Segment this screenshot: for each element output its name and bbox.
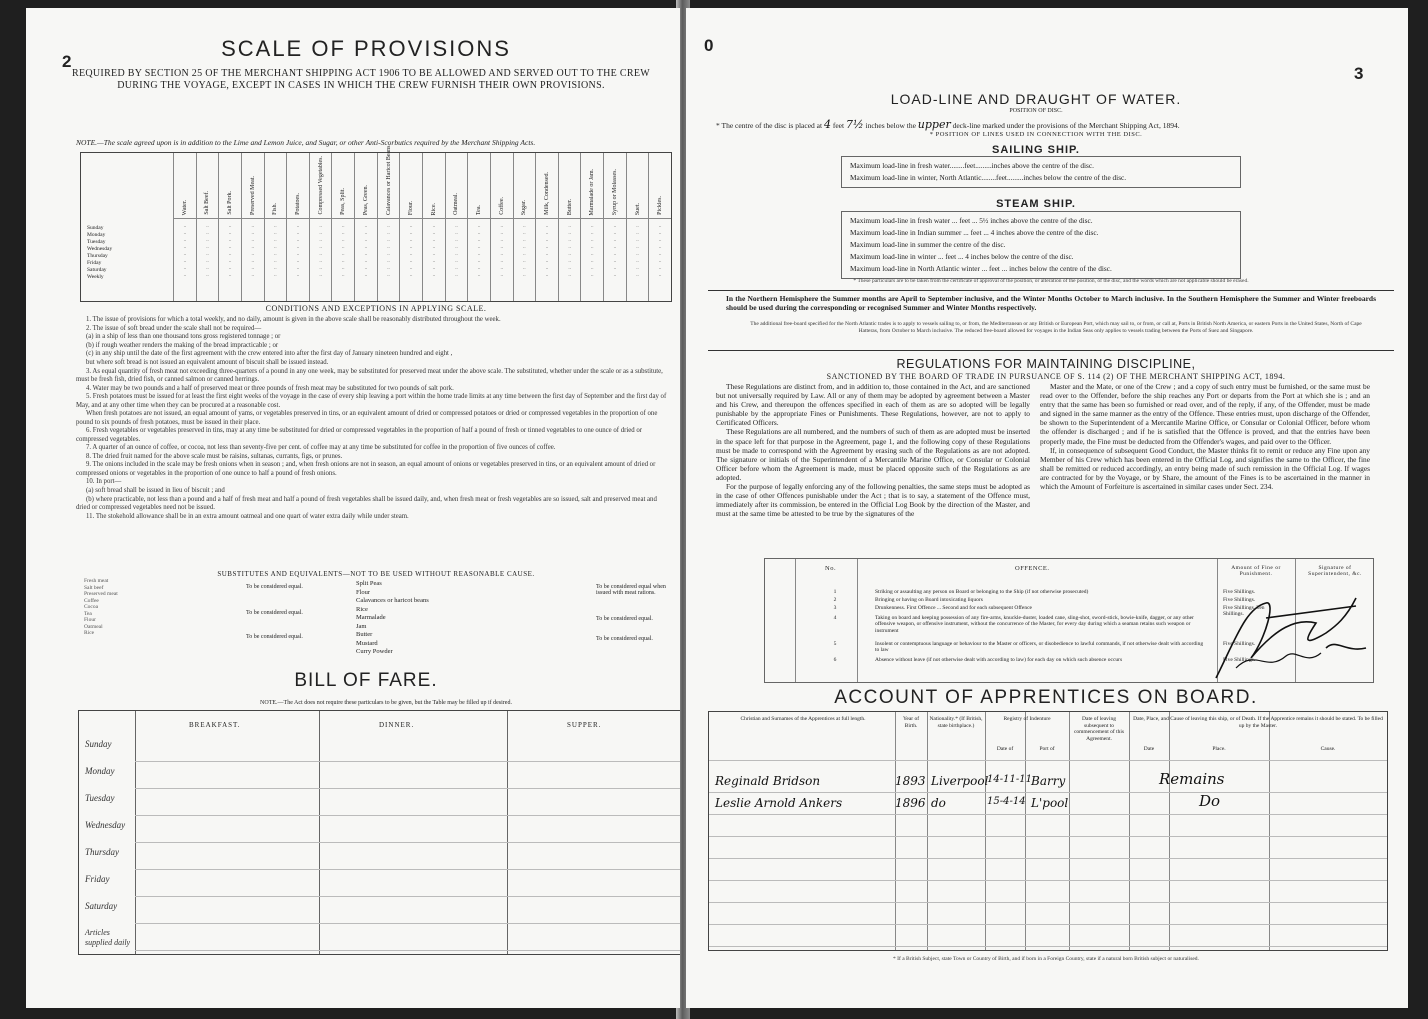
substitutes-title: SUBSTITUTES AND EQUIVALENTS—NOT TO BE USED WITHOUT REASONABLE CAUSE. <box>217 570 535 578</box>
page-mark: 0 <box>704 36 714 55</box>
provision-column-cells: .. .. .. .. .. .. .. .. <box>274 224 277 278</box>
substitute-item: Butter <box>356 631 373 638</box>
bof-day-label: Sunday <box>85 739 112 749</box>
offence-number: 1 <box>833 589 837 595</box>
app-divider <box>895 712 896 950</box>
app-header-name: Christian and Surnames of the Apprentices at full length. <box>740 716 866 722</box>
scale-note: NOTE.—The scale agreed upon is in addition to the Lime and Lemon Juice, and Sugar, or other Anti-Scorbutics required by the Merchant Shipping Acts. <box>76 138 536 147</box>
provision-column-label: Flour. <box>408 200 415 215</box>
bof-row-rule <box>135 815 680 816</box>
provision-column-cells: .. .. .. .. .. .. .. .. <box>636 224 639 278</box>
sailing-ship-heading: SAILING SHIP. <box>992 144 1080 156</box>
centre-inches-label: inches below the <box>865 121 916 130</box>
provision-column-cells: .. .. .. .. .. .. .. .. <box>523 224 526 278</box>
sailing-line-winter: Maximum load-line in winter, North Atlantic........feet.........inches below the centre of the disc. <box>850 173 1127 182</box>
app-row-rule <box>709 792 1387 793</box>
condition-item: (b) where practicable, not less than a pound and a half of fresh meat and half a pound of fresh vegetables shall be issued daily, and, when fresh meat or fresh vegetables are so issued, salt and preserved meat and dried or compressed vegetables need not be issued. <box>76 495 657 511</box>
provision-column-cells: .. .. .. .. .. .. .. .. <box>319 224 322 278</box>
substitute-item: Mustard <box>356 639 378 647</box>
provision-column-label: Fish. <box>272 203 279 215</box>
bof-day-label: Tuesday <box>85 793 115 803</box>
provision-column-header <box>491 153 513 219</box>
provision-column-cells: .. .. .. .. .. .. .. .. <box>613 224 617 278</box>
offence-number: 6 <box>833 657 837 663</box>
provision-column <box>422 153 445 301</box>
provision-day-label: Saturday <box>87 267 107 273</box>
provision-column-header <box>649 153 671 219</box>
condition-item: 9. The onions included in the scale may be fresh onions when in season ; and, when fresh onions are not in season, an equal amount of onions or vegetables preserved in tins, or an equivalent amount of dried or compressed onions or vegetables in the proportion of one ounce to half a pound of fresh onions. <box>76 461 656 477</box>
offence-fine: Five Shillings. <box>1223 589 1256 595</box>
considered-equal-note-5: To be considered equal. <box>596 636 653 642</box>
provision-column <box>399 153 422 301</box>
provision-column-label: Calavances or Haricot Beans. <box>385 144 392 215</box>
app-header-year: Year of Birth. <box>902 716 920 729</box>
apprentice-indenture-port: L'pool <box>1031 796 1069 810</box>
bof-day-label: Thursday <box>85 847 120 857</box>
condition-item: 5. Fresh potatoes must be issued for at least the first eight weeks of the voyage in the case of every ship leaving a port within the home trade limits at any time between the first day of September and the first day of May, and at any other time when they can be procured at a reasonable cost. <box>76 393 667 409</box>
condition-item: (c) in any ship until the date of the first agreement with the crew entered into after the first day of January nineteen hundred and eight , <box>86 350 453 358</box>
app-header-leaving: Date of leaving subsequent to commencement of this Agreement. <box>1073 716 1125 742</box>
substitute-left-item: Salt beef <box>84 584 104 591</box>
provision-column-label: Coffee. <box>498 197 505 215</box>
app-row-rule <box>709 880 1387 881</box>
offence-fine: Five Shillings. <box>1223 597 1256 603</box>
bof-day-label: Monday <box>85 766 115 776</box>
steam-line-winter: Maximum load-line in winter ... feet ... 4 inches below the centre of the disc. <box>850 252 1074 261</box>
regulation-paragraph: For the purpose of legally enforcing any of the following penalties, the same steps must be adopted as in the case of other Offences punishable under the Act ; that is to say, a statement of the Offence must, immediately after its commission, be entered in the Official Log Book by the direction of the Master, and must at the same time be attested to be true by the signatures of the <box>716 482 1030 519</box>
bof-row-rule <box>135 923 680 924</box>
condition-item: 7. A quarter of an ounce of coffee, or cocoa, not less than seventy-five per cent. of coffee may at any time be substituted for coffee in the proportion of five ounces of coffee. <box>86 444 556 452</box>
steam-line-summer: Maximum load-line in summer the centre of the disc. <box>850 240 1006 249</box>
condition-item: but where soft bread is not issued an equivalent amount of biscuit shall be issued instead. <box>86 358 329 366</box>
substitute-left-item: Fresh meat <box>84 578 109 584</box>
provision-column-label: Milk, Condensed. <box>543 172 550 215</box>
bof-row-rule <box>135 896 680 897</box>
apprentice-year: 1896 <box>895 796 926 810</box>
app-header-rule <box>709 760 1387 761</box>
condition-item: (a) in a ship of less than one thousand tons gross registered tonnage ; or <box>86 333 281 341</box>
provision-column-label: Preserved Meat. <box>249 176 256 215</box>
provision-column <box>196 153 219 301</box>
condition-item: 1. The issue of provisions for which a total weekly, and no daily, amount is given in the above scale shall be reasonably distributed throughout the week. <box>86 316 501 323</box>
provision-column-cells: .. .. .. .. .. .. .. .. <box>432 224 436 278</box>
provision-column-cells: .. .. .. .. .. .. .. .. <box>228 224 232 278</box>
condition-item: 6. Fresh vegetables or vegetables preserved in tins, may at any time be substituted for dried or compressed vegetables in the proportion of half a pound of fresh or tinned vegetables to one ounce of dried or compressed vegetables. <box>76 427 643 443</box>
considered-equal-note-1: To be considered equal. <box>246 584 303 590</box>
centre-prefix: * The centre of the disc is placed at <box>716 121 823 130</box>
centre-inches: 7½ <box>845 118 864 131</box>
offence-divider <box>857 559 858 682</box>
provision-column-cells: .. .. .. .. .. .. .. .. <box>183 224 187 278</box>
apprentice-indenture-date: 15-4-14 <box>987 796 1026 807</box>
provision-column <box>580 153 603 301</box>
app-divider <box>1069 712 1070 950</box>
day-list <box>81 153 173 281</box>
centre-feet: 4 <box>823 118 831 131</box>
load-line-title: LOAD-LINE AND DRAUGHT OF WATER. <box>890 91 1182 107</box>
provision-column-header <box>423 153 445 219</box>
offence-header-signature: Signature of Superintendent, &c. <box>1308 565 1362 577</box>
provision-column-header <box>265 153 287 219</box>
app-row-rule <box>709 946 1387 947</box>
provision-day-label: Weekly <box>87 274 104 280</box>
provision-column-label: Peas, Split. <box>340 188 347 215</box>
provisions-table <box>80 144 672 302</box>
sailing-line-fresh: Maximum load-line in fresh water........feet.........inches above the centre of the disc. <box>850 161 1094 170</box>
page-number-left: 2 <box>62 52 72 71</box>
substitutes-left-list <box>84 578 118 637</box>
provision-day-label: Sunday <box>87 225 104 231</box>
section-rule <box>708 350 1394 351</box>
bof-row-rule <box>135 950 680 951</box>
steam-line-indian: Maximum load-line in Indian summer ... feet ... 4 inches above the centre of the disc. <box>850 228 1099 237</box>
scale-of-provisions-title: SCALE OF PROVISIONS <box>221 36 511 61</box>
app-row-rule <box>709 902 1387 903</box>
scale-subtitle: REQUIRED BY SECTION 25 OF THE MERCHANT SHIPPING ACT 1906 TO BE ALLOWED AND SERVED OUT TO THE CREW DURING THE VOYAGE, EXCEPT IN CASES IN WHICH THE CREW FURNISH THEIR OWN PROVISIONS. <box>72 68 650 91</box>
provision-column-label: Marmalade or Jam. <box>589 168 596 215</box>
offence-fine: Five Shillings. <box>1223 657 1256 663</box>
considered-equal-note-3: To be considered equal. <box>246 634 303 640</box>
bill-of-fare-table <box>78 710 680 955</box>
condition-item: 11. The stokehold allowance shall be in an extra amount oatmeal and one quart of water extra daily while under steam. <box>86 512 409 520</box>
provision-column-label: Pickles. <box>657 196 664 215</box>
provision-column-header <box>468 153 490 219</box>
app-divider <box>927 712 928 950</box>
apprentice-remarks: Do <box>1199 792 1221 810</box>
provision-column-header <box>287 153 309 219</box>
provisions-day-column <box>81 153 173 301</box>
offence-fine: Five Shillings. Ten Shillings. <box>1223 605 1265 618</box>
bof-divider <box>135 711 136 954</box>
offence-number: 3 <box>833 605 837 611</box>
bof-divider <box>319 711 320 954</box>
provision-column <box>513 153 536 301</box>
provision-column <box>535 153 558 301</box>
substitute-left-item: Tea <box>84 610 92 617</box>
regulations-column-1 <box>716 382 1030 518</box>
regulation-paragraph: Master and the Mate, or one of the Crew ; and a copy of such entry must be furnished, or the same must be read over to the Offender, before the ship reaches any Port or departs from the Port at which she is ; and an entry that the same has been so furnished or read over, and of the reply, if any, of the Offender, must be made and signed in the same manner as the entry of the Offence. These entries must, upon discharge of the Offender, be shown to the Superintendent of a Mercantile Marine Office, or Consular or Colonial Officer, before whom the offender is discharged ; and if he is satisfied that the Offence is proved, and that the entries have been properly made, the Fine must be deducted from the Offender's wages, and paid over to the Officer. <box>1040 382 1370 446</box>
app-header-registry: Registry of Indenture <box>1003 716 1051 722</box>
offence-divider <box>795 559 796 682</box>
substitute-item: Marmalade <box>356 614 386 621</box>
provision-column-header <box>355 153 377 219</box>
provision-column-cells: .. .. .. .. .. .. .. .. <box>251 224 254 278</box>
provision-column-cells: .. .. .. .. .. .. .. .. <box>477 224 481 278</box>
bof-row-rule <box>135 761 680 762</box>
provision-column-label: Potatoes. <box>294 193 301 215</box>
left-page <box>26 8 680 1008</box>
provision-column-cells: .. .. .. .. .. .. .. .. <box>591 224 594 278</box>
condition-item: 4. Water may be two pounds and a half of preserved meat or three pounds of fresh meat may be substituted for two pounds of salt pork. <box>86 384 454 392</box>
provision-column-header <box>174 153 196 219</box>
app-row-rule <box>709 858 1387 859</box>
apprentice-year: 1893 <box>895 774 926 788</box>
bof-divider <box>507 711 508 954</box>
condition-item: When fresh potatoes are not issued, an equal amount of yams, or vegetables preserved in tins, or an equivalent amount of dried or compressed potatoes or dried or compressed vegetables in the proportion of one pound to six pounds of fresh potatoes, must be issued in their place. <box>76 410 658 426</box>
provision-column <box>626 153 649 301</box>
provision-column <box>264 153 287 301</box>
provision-column <box>490 153 513 301</box>
provision-column-header <box>400 153 422 219</box>
provision-column <box>354 153 377 301</box>
provision-column-cells: .. .. .. .. .. .. .. .. <box>387 224 390 278</box>
provision-column-header <box>446 153 468 219</box>
condition-item: (b) if rough weather renders the making of the bread impracticable ; or <box>86 341 279 349</box>
app-sub-place: Place. <box>1212 746 1226 752</box>
regulations-column-2 <box>1040 382 1370 491</box>
provision-column <box>331 153 354 301</box>
regulation-paragraph: If, in consequence of subsequent Good Conduct, the Master thinks fit to remit or reduce any Fine upon any Member of his Crew which has been entered in the Official Log, and signifies the same to the Officer, the fine shall be remitted or reduced accordingly, an entry being made of such remission in the Official Log. If wages are contracted for by the Voyage, or by Share, the amount of the Fines is to be ascertained in the manner in which the Amount of Forfeiture is ascertained in similar cases under Sect. 234. <box>1040 445 1370 492</box>
condition-item: 8. The dried fruit named for the above scale must be raisins, sultanas, currants, figs, or prunes. <box>86 452 343 460</box>
provision-column-header <box>332 153 354 219</box>
page-number-right: 3 <box>1354 64 1364 83</box>
provision-day-label: Thursday <box>87 253 108 259</box>
bill-of-fare-title: BILL OF FARE. <box>294 670 438 691</box>
regulations-subtitle: SANCTIONED BY THE BOARD OF TRADE IN PURSUANCE OF S. 114 (2) OF THE MERCHANT SHIPPING ACT, 1894. <box>826 372 1286 381</box>
provision-column-header <box>514 153 536 219</box>
substitute-left-item: Preserved meat <box>84 591 118 597</box>
provision-column-header <box>536 153 558 219</box>
provision-column-label: Sugar. <box>521 199 528 215</box>
provision-column-cells: .. .. .. .. .. .. .. .. <box>296 224 300 278</box>
provision-column-label: Tea. <box>476 204 483 215</box>
considered-equal-note-4: To be considered equal. <box>596 616 653 622</box>
provision-column-label: Rice. <box>430 202 437 215</box>
apprentice-nationality: Liverpool <box>931 774 989 788</box>
conditions-title: CONDITIONS AND EXCEPTIONS IN APPLYING SCALE. <box>265 304 487 313</box>
offence-header-offence: OFFENCE. <box>1015 565 1050 572</box>
apprentice-name: Reginald Bridson <box>715 774 821 788</box>
provision-column-cells: .. .. .. .. .. .. .. .. <box>500 224 503 278</box>
provision-column-cells: .. .. .. .. .. .. .. .. <box>409 224 413 278</box>
app-row-rule <box>709 814 1387 815</box>
app-sub-cause: Cause. <box>1320 746 1336 752</box>
provision-column-header <box>219 153 241 219</box>
position-of-disc: POSITION OF DISC. <box>1009 108 1063 114</box>
offence-number: 4 <box>833 615 837 621</box>
bof-day-label: Saturday <box>85 901 118 911</box>
meal-header-breakfast: BREAKFAST. <box>189 721 241 729</box>
conditions-list <box>76 316 672 521</box>
offence-header-fine: Amount of Fine or Punishment. <box>1231 565 1281 577</box>
bof-row-rule <box>135 842 680 843</box>
provision-day-label: Monday <box>87 232 106 238</box>
provision-day-label: Tuesday <box>87 239 106 245</box>
app-row-rule <box>709 924 1387 925</box>
right-page <box>686 8 1408 1008</box>
provision-column-label: Water. <box>181 199 188 215</box>
apprentices-title: ACCOUNT OF APPRENTICES ON BOARD. <box>834 687 1258 708</box>
app-header-nationality: Nationality.* (If British, state birthplace.) <box>929 716 983 729</box>
substitute-left-item: Coffee <box>84 597 99 604</box>
considered-equal-meat-note: To be considered equal when issued with meat rations. <box>596 584 666 596</box>
apprentice-indenture-port: Barry <box>1031 774 1066 788</box>
position-of-lines: * POSITION OF LINES USED IN CONNECTION WITH THE DISC. <box>929 131 1143 138</box>
provision-column-label: Salt Pork. <box>227 191 234 215</box>
provision-column-header <box>627 153 649 219</box>
substitute-left-item: Oatmeal <box>84 623 103 630</box>
provision-column-label: Oatmeal. <box>453 193 460 215</box>
provision-column <box>603 153 626 301</box>
steam-ship-box <box>841 211 1241 279</box>
condition-item: 2. The issue of soft bread under the scale shall not be required— <box>86 324 262 332</box>
sailing-ship-box <box>841 156 1241 188</box>
provision-column-header <box>197 153 219 219</box>
offence-text: Striking or assaulting any person on Board or belonging to the Ship (if not otherwise prosecuted) <box>875 589 1089 595</box>
bof-day-label: Wednesday <box>85 820 126 830</box>
provision-column <box>173 153 196 301</box>
apprentices-footnote: * If a British Subject, state Town or Country of Birth, and if born in a Foreign Country, state if a natural born British subject or naturalised. <box>893 956 1199 962</box>
provision-column <box>218 153 241 301</box>
apprentice-name: Leslie Arnold Ankers <box>715 796 843 810</box>
provision-column-label: Peas, Green. <box>362 184 369 215</box>
condition-item: 10. In port— <box>86 478 122 486</box>
provision-column <box>309 153 332 301</box>
centre-suffix: deck-line marked under the provisions of the Merchant Shipping Act, 1894. <box>952 121 1180 130</box>
apprentice-indenture-date: 14-11-11 <box>987 774 1032 785</box>
substitute-left-item: Cocoa <box>84 604 99 610</box>
section-rule <box>708 290 1394 291</box>
condition-item: (a) soft bread shall be issued in lieu of biscuit ; and <box>86 486 225 494</box>
meal-header-supper: SUPPER. <box>567 721 602 729</box>
season-small-note: The additional free-board specified for the North Atlantic trades is to apply to vessels sailing to, or from, the Mediterranean or any British or European Port, which may sail to, or from, or call at, Ports in British North America, or eastern Ports in the United States, North of Cape Hatteras, from October to March inclusive. The reduced free-board allowed for voyages in the Indian Seas only applies to vessels trading between the Ports of Suez and Singapore. <box>750 321 1362 334</box>
load-line-footnote: * These particulars are to be taken from the certificate of approval of the position, or alteration of the position, of the disc, and the words which are not applicable should be erased. <box>853 278 1249 284</box>
substitute-left-item: Flour <box>84 617 96 623</box>
app-divider <box>1129 712 1130 950</box>
bill-of-fare-note: NOTE.—The Act does not require these particulars to be given, but the Table may be filled up if desired. <box>260 700 512 706</box>
substitute-item: Split Peas <box>356 580 382 587</box>
app-row-rule <box>709 836 1387 837</box>
condition-item: 3. As equal quantity of fresh meat not exceeding three-quarters of a pound in any one week, may be substituted for preserved meat under the above scale. The substituted, whether under the scale or as a substitute, must be fresh fish, dried fish, or canned salmon or canned herrings. <box>76 367 663 383</box>
centre-deck: upper <box>917 118 951 131</box>
app-header-cause: Date, Place, and Cause of leaving this ship, or of Death. If the Apprentice remains it should be stated. To be filled up by the Master. <box>1133 716 1383 729</box>
season-note: In the Northern Hemisphere the Summer months are April to September inclusive, and the Winter Months October to March inclusive. In the Southern Hemisphere the Summer and Winter freeboards should be used during the corresponding or recognised Summer and Winter Months respectively. <box>726 294 1376 312</box>
substitute-item: Rice <box>356 605 368 613</box>
steam-line-fresh: Maximum load-line in fresh water ... feet ... 5½ inches above the centre of the disc. <box>850 216 1093 225</box>
provision-column <box>467 153 490 301</box>
provision-column-cells: .. .. .. .. .. .. .. .. <box>342 224 345 278</box>
superintendent-signature <box>1206 578 1376 688</box>
provision-column-label: Butter. <box>566 198 573 215</box>
provision-column-cells: .. .. .. .. .. .. .. .. <box>364 224 368 278</box>
regulations-title: REGULATIONS FOR MAINTAINING DISCIPLINE, <box>896 357 1196 371</box>
provision-column <box>445 153 468 301</box>
provision-day-label: Friday <box>87 260 102 266</box>
substitute-item: Flour <box>356 588 371 596</box>
offence-header-no: No. <box>825 565 837 572</box>
regulation-paragraph: These Regulations are distinct from, and in addition to, those contained in the Act, and are sanctioned but not universally required by Law. All or any of them may be adopted by agreement between a Master and his Crew, and thereupon the offences specified in each of them as are so adopted will be legally punishable by the appropriate Fines or Punishments. These Regulations, however, are not to apply to Certificated Officers. <box>716 382 1030 428</box>
provision-column-cells: .. .. .. .. .. .. .. .. <box>206 224 209 278</box>
bof-day-label: Articles supplied daily <box>85 928 131 947</box>
steam-line-north-atlantic: Maximum load-line in North Atlantic winter ... feet ... inches below the centre of the disc. <box>850 264 1112 273</box>
provision-column <box>377 144 400 301</box>
provision-column-label: Compressed Vegetables. <box>317 156 324 215</box>
offence-number: 5 <box>833 641 837 647</box>
apprentice-remarks: Remains <box>1159 770 1225 788</box>
provision-column <box>558 153 581 301</box>
considered-equal-note-2: To be considered equal. <box>246 610 303 616</box>
provision-column <box>286 153 309 301</box>
app-divider <box>1269 712 1270 950</box>
substitute-left-item: Rice <box>84 630 95 636</box>
provision-column-cells: .. .. .. .. .. .. .. .. <box>658 224 662 278</box>
provision-column-header <box>581 153 603 219</box>
apprentice-nationality: do <box>931 796 946 810</box>
substitute-item: Jam <box>356 622 367 630</box>
provision-column-header <box>604 153 626 219</box>
provision-column-label: Syrup or Molasses. <box>611 168 618 215</box>
substitute-item: Curry Powder <box>356 648 393 655</box>
provision-day-label: Wednesday <box>87 246 113 252</box>
offence-fine: Five Shillings. <box>1223 641 1256 647</box>
offence-text: Taking on board and keeping possession of any fire-arms, knuckle-duster, loaded cane, sling-shot, sword-stick, bowie-knife, dagger, or any other offensive weapon, or offensive instrument, without the concurrence of the Master, for every day during which a seaman retains such weapon or instrument <box>875 615 1194 634</box>
offence-text: Drunkenness. First Offence ... Second and for each subsequent Offence <box>875 605 1032 611</box>
bof-row-rule <box>135 788 680 789</box>
provision-column-header <box>310 153 332 219</box>
offence-text: Absence without leave (if not otherwise dealt with according to law) for each day on which such absence occurs <box>875 657 1123 663</box>
provision-column-cells: .. .. .. .. .. .. .. .. <box>545 224 549 278</box>
substitute-item: Calavances or haricot beans <box>356 597 429 604</box>
app-sub-date-leave: Date <box>1143 746 1155 752</box>
regulation-paragraph: These Regulations are all numbered, and the numbers of such of them as are adopted must be inserted in the space left for that purpose in the Agreement, page 1, and the following copy of these Regulations must be made to correspond with the Agreement by erasing such of the Regulations as are not adopted. The signature or initials of the Superintendent of a Mercantile Marine Office, or Consular or Colonial Officer before whom the Agreement is made, must be placed opposite such of the Regulations as are adopted. <box>716 427 1030 482</box>
offence-number: 2 <box>833 597 837 603</box>
provision-column-header <box>378 144 400 219</box>
provision-column-label: Salt Beef. <box>204 191 211 215</box>
provision-column-label: Suet. <box>634 202 641 215</box>
app-sub-date: Date of <box>996 746 1014 752</box>
offence-text: Insolent or contemptuous language or behaviour to the Master or officers, or disobedience to lawful commands, if not otherwise dealt with according to law <box>875 641 1204 654</box>
offence-text: Bringing or having on Board intoxicating liquors <box>875 597 983 603</box>
provision-column-cells: .. .. .. .. .. .. .. .. <box>455 224 458 278</box>
bof-day-label: Friday <box>85 874 110 884</box>
meal-header-dinner: DINNER. <box>379 721 415 729</box>
disc-centre-line <box>716 118 1396 131</box>
apprentices-table <box>708 711 1388 951</box>
app-divider <box>1169 712 1170 950</box>
provision-column-header <box>559 153 581 219</box>
bof-row-rule <box>135 869 680 870</box>
provision-column <box>648 153 671 301</box>
provision-column-cells: .. .. .. .. .. .. .. .. <box>568 224 571 278</box>
app-sub-port: Port of <box>1039 746 1055 752</box>
app-divider <box>1025 712 1026 950</box>
app-divider <box>985 712 986 950</box>
steam-ship-heading: STEAM SHIP. <box>996 198 1076 210</box>
centre-feet-label: feet <box>832 121 845 130</box>
provision-column-header <box>242 153 264 219</box>
provision-column <box>241 153 264 301</box>
